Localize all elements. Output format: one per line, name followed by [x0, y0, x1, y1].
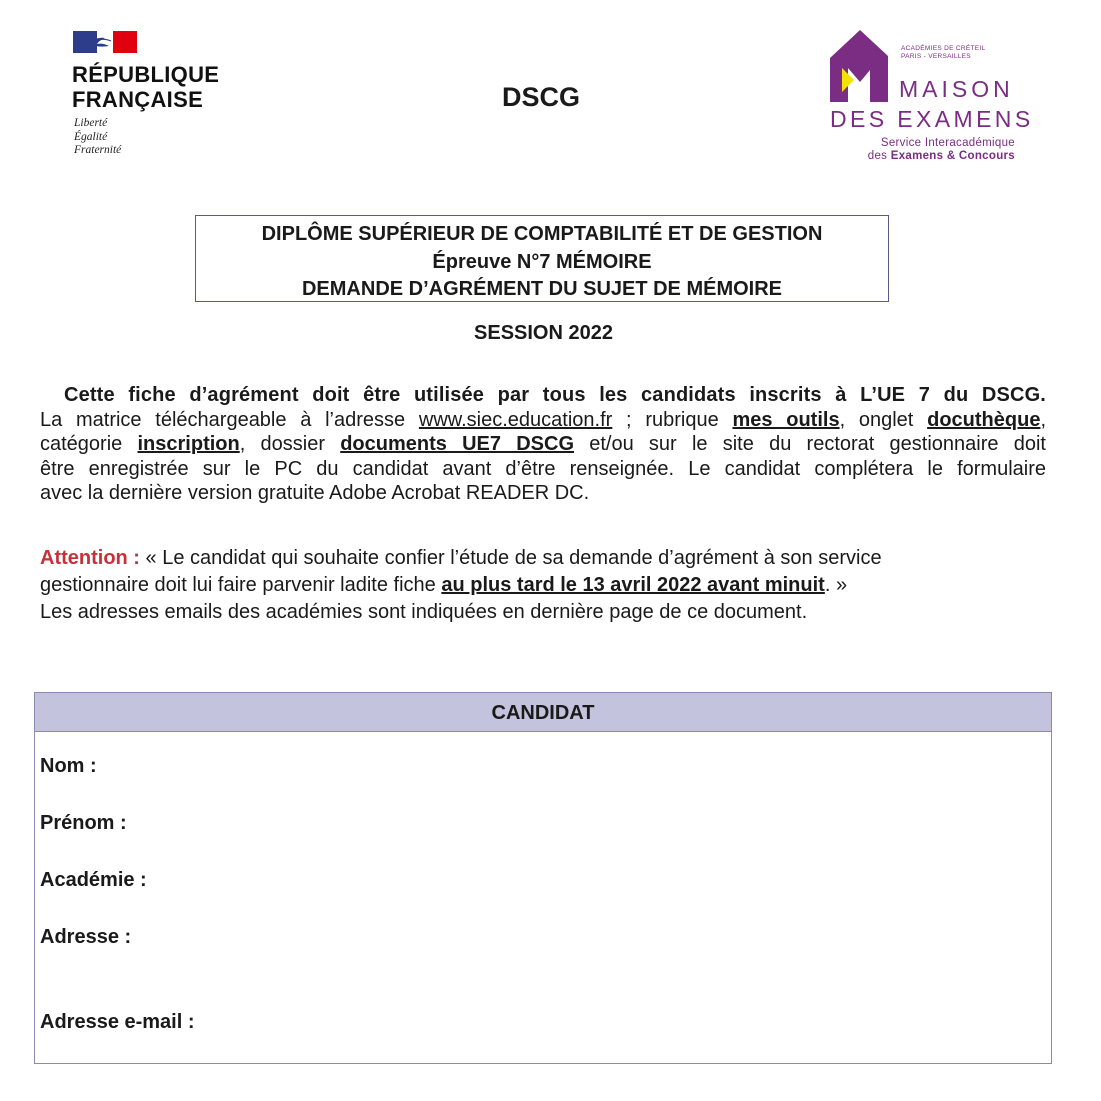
- adresse-field[interactable]: Adresse :: [40, 926, 132, 948]
- intro-lead: Cette fiche d’agrément doit être utilisée par tous les candidats inscrits à L’UE 7 du DSCG.: [64, 384, 1046, 406]
- intro-paragraph: Cette fiche d’agrément doit être utilisée par tous les candidats inscrits à L’UE 7 du DSCG. La matrice téléchargeable à l’adresse www.siec.education.fr ; rubrique mes outils, onglet docuthèque, catégorie inscription, dossier documents UE7 DSCG et/ou sur le site du rectorat gestionnaire doit être enregistrée sur le PC du candidat avant d’être renseignée. Le candidat complétera le formulaire avec la dernière version gratuite Adobe Acrobat READER DC.: [40, 384, 1047, 504]
- academie-field[interactable]: Académie :: [40, 869, 147, 891]
- email-field[interactable]: Adresse e-mail :: [40, 1011, 195, 1033]
- candidat-form: [34, 692, 1052, 1064]
- diploma-title: DIPLÔME SUPÉRIEUR DE COMPTABILITÉ ET DE GESTION: [261, 223, 823, 245]
- session-label: SESSION 2022: [474, 322, 613, 344]
- prenom-field[interactable]: Prénom :: [40, 812, 127, 834]
- request-title: DEMANDE D’AGRÉMENT DU SUJET DE MÉMOIRE: [301, 278, 783, 300]
- attention-label: Attention :: [40, 547, 140, 569]
- republique-francaise-name: RÉPUBLIQUE FRANÇAISE: [72, 62, 220, 112]
- maison-title-line2: DES EXAMENS: [830, 106, 1034, 132]
- republique-francaise-flag: [73, 31, 137, 53]
- candidat-header: CANDIDAT: [35, 693, 1051, 732]
- maison-academies-text: ACADÉMIES DE CRÉTEIL PARIS - VERSAILLES: [901, 45, 986, 60]
- republique-motto: Liberté Égalité Fraternité: [74, 117, 122, 156]
- deadline-text: au plus tard le 13 avril 2022 avant minuit: [441, 574, 825, 596]
- diploma-title-box: [195, 215, 889, 302]
- maison-service-text: Service Interacadémique des Examens & Concours: [867, 137, 1015, 162]
- document-code: DSCG: [502, 82, 581, 112]
- maison-title-line1: MAISON: [899, 76, 1014, 102]
- nom-field[interactable]: Nom :: [40, 755, 97, 777]
- siec-link[interactable]: www.siec.education.fr: [418, 408, 613, 431]
- maison-des-examens-logo-icon: [830, 28, 892, 102]
- exam-title: Épreuve N°7 MÉMOIRE: [432, 250, 652, 273]
- marianne-icon: [87, 35, 113, 49]
- attention-paragraph: Attention : « Le candidat qui souhaite confier l’étude de sa demande d’agrément à son service gestionnaire doit lui faire parvenir ladite fiche au plus tard le 13 avril 2022 avant minuit. » Les adresses emails des académies sont indiquées en dernière page de ce document.: [40, 547, 882, 623]
